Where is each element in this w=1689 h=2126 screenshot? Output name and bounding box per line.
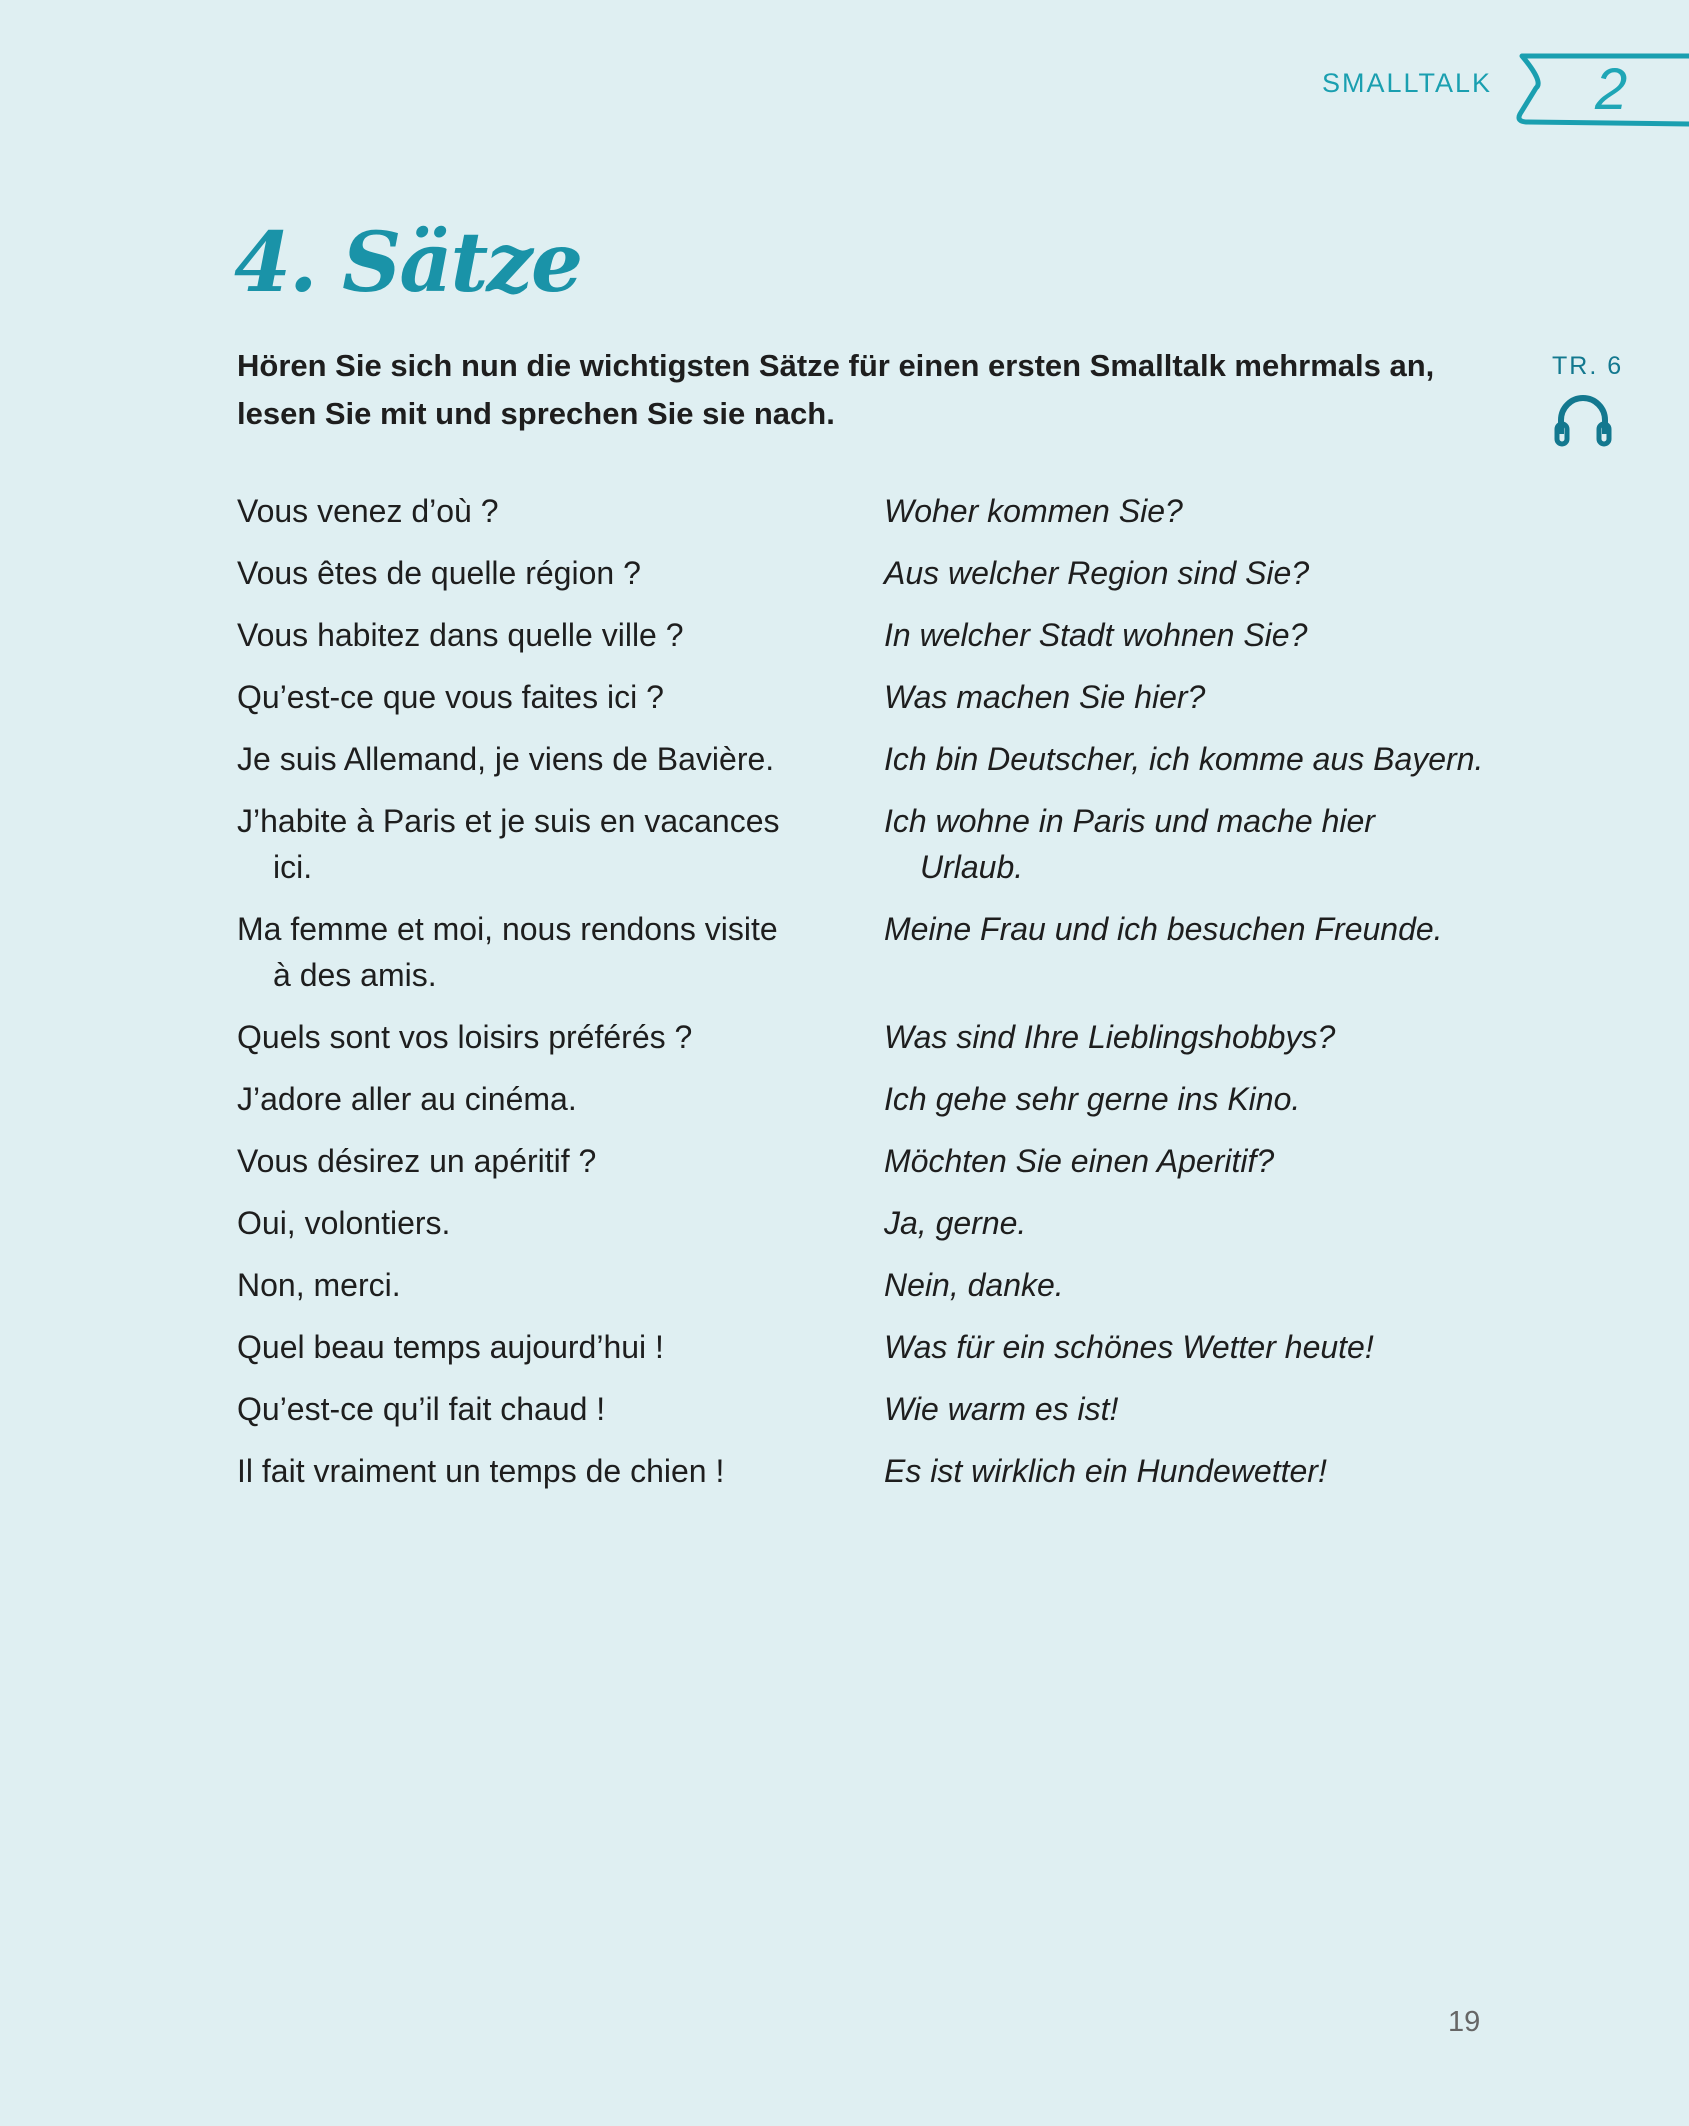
phrase-row	[237, 1262, 1537, 1308]
phrase-row	[237, 1200, 1537, 1246]
phrase-line: Ma femme et moi, nous rendons visite	[237, 911, 778, 947]
phrase-row	[237, 1014, 1537, 1060]
phrase-row	[237, 612, 1537, 658]
phrase-list	[237, 488, 1537, 1510]
french-phrase	[237, 906, 884, 998]
phrase-row	[237, 906, 1537, 998]
french-phrase	[237, 1014, 884, 1060]
phrase-line: Urlaub.	[920, 849, 1024, 885]
phrase-line: Je suis Allemand, je viens de Bavière.	[237, 741, 775, 777]
phrase-line: J’habite à Paris et je suis en vacances	[237, 803, 780, 839]
phrase-line: ici.	[273, 849, 313, 885]
headphones-icon[interactable]	[1553, 390, 1613, 448]
phrase-line: Non, merci.	[237, 1267, 401, 1303]
french-phrase	[237, 1262, 884, 1308]
german-translation	[884, 1262, 1064, 1308]
page-number: 19	[1448, 2006, 1481, 2038]
phrase-line: Vous venez d’où ?	[237, 493, 499, 529]
french-phrase	[237, 674, 884, 720]
french-phrase	[237, 488, 884, 534]
instructions: Hören Sie sich nun die wichtigsten Sätze für einen ersten Smalltalk mehrmals an, lesen Sie mit und sprechen Sie sie nach.	[237, 348, 1435, 431]
phrase-line: Woher kommen Sie?	[884, 493, 1183, 529]
phrase-line: Meine Frau und ich besuchen Freunde.	[884, 911, 1443, 947]
phrase-row	[237, 1324, 1537, 1370]
german-translation	[884, 1386, 1118, 1432]
phrase-line: Ich gehe sehr gerne ins Kino.	[884, 1081, 1301, 1117]
phrase-line: Quel beau temps aujourd’hui !	[237, 1329, 664, 1365]
french-phrase	[237, 1448, 884, 1494]
phrase-line: Nein, danke.	[884, 1267, 1064, 1303]
french-phrase	[237, 550, 884, 596]
track-number: TR. 6	[1552, 352, 1624, 380]
phrase-line: Was für ein schönes Wetter heute!	[884, 1329, 1374, 1365]
section-label: SMALLTALK	[1322, 68, 1493, 98]
phrase-line: In welcher Stadt wohnen Sie?	[884, 617, 1308, 653]
phrase-line: Aus welcher Region sind Sie?	[884, 555, 1310, 591]
phrase-row	[237, 674, 1537, 720]
phrase-row	[237, 798, 1537, 890]
phrase-row	[237, 1076, 1537, 1122]
german-translation	[884, 550, 1309, 596]
phrase-line: Quels sont vos loisirs préférés ?	[237, 1019, 693, 1055]
phrase-row	[237, 488, 1537, 534]
phrase-row	[237, 550, 1537, 596]
french-phrase	[237, 798, 884, 890]
phrase-line: à des amis.	[273, 957, 437, 993]
german-translation	[884, 674, 1205, 720]
phrase-line: Qu’est-ce qu’il fait chaud !	[237, 1391, 606, 1427]
phrase-line: Möchten Sie einen Aperitif?	[884, 1143, 1275, 1179]
phrase-line: Vous êtes de quelle région ?	[237, 555, 641, 591]
german-translation	[884, 798, 1375, 890]
german-translation	[884, 906, 1443, 998]
french-phrase	[237, 1138, 884, 1184]
french-phrase	[237, 736, 884, 782]
german-translation	[884, 612, 1307, 658]
phrase-line: Was sind Ihre Lieblingshobbys?	[884, 1019, 1336, 1055]
phrase-line: Wie warm es ist!	[884, 1391, 1119, 1427]
phrase-line: Ja, gerne.	[884, 1205, 1027, 1241]
phrase-line: Vous désirez un apéritif ?	[237, 1143, 597, 1179]
german-translation	[884, 1138, 1274, 1184]
french-phrase	[237, 1386, 884, 1432]
phrase-row	[237, 1448, 1537, 1494]
french-phrase	[237, 1076, 884, 1122]
phrase-line: Es ist wirklich ein Hundewetter!	[884, 1453, 1327, 1489]
french-phrase	[237, 1324, 884, 1370]
page-title: 4. Sätze	[234, 215, 582, 311]
phrase-line: Was machen Sie hier?	[884, 679, 1206, 715]
phrase-line: Il fait vraiment un temps de chien !	[237, 1453, 725, 1489]
phrase-row	[237, 1138, 1537, 1184]
german-translation	[884, 736, 1483, 782]
phrase-line: Ich wohne in Paris und mache hier	[884, 803, 1375, 839]
phrase-row	[237, 736, 1537, 782]
french-phrase	[237, 1200, 884, 1246]
phrase-line: J’adore aller au cinéma.	[237, 1081, 577, 1117]
german-translation	[884, 1076, 1300, 1122]
phrase-row	[237, 1386, 1537, 1432]
phrase-line: Oui, volontiers.	[237, 1205, 451, 1241]
french-phrase	[237, 612, 884, 658]
phrase-line: Ich bin Deutscher, ich komme aus Bayern.	[884, 741, 1484, 777]
german-translation	[884, 1448, 1327, 1494]
german-translation	[884, 488, 1183, 534]
german-translation	[884, 1014, 1335, 1060]
phrase-line: Qu’est-ce que vous faites ici ?	[237, 679, 664, 715]
phrase-line: Vous habitez dans quelle ville ?	[237, 617, 684, 653]
german-translation	[884, 1200, 1026, 1246]
german-translation	[884, 1324, 1374, 1370]
chapter-number: 2	[1595, 57, 1628, 122]
